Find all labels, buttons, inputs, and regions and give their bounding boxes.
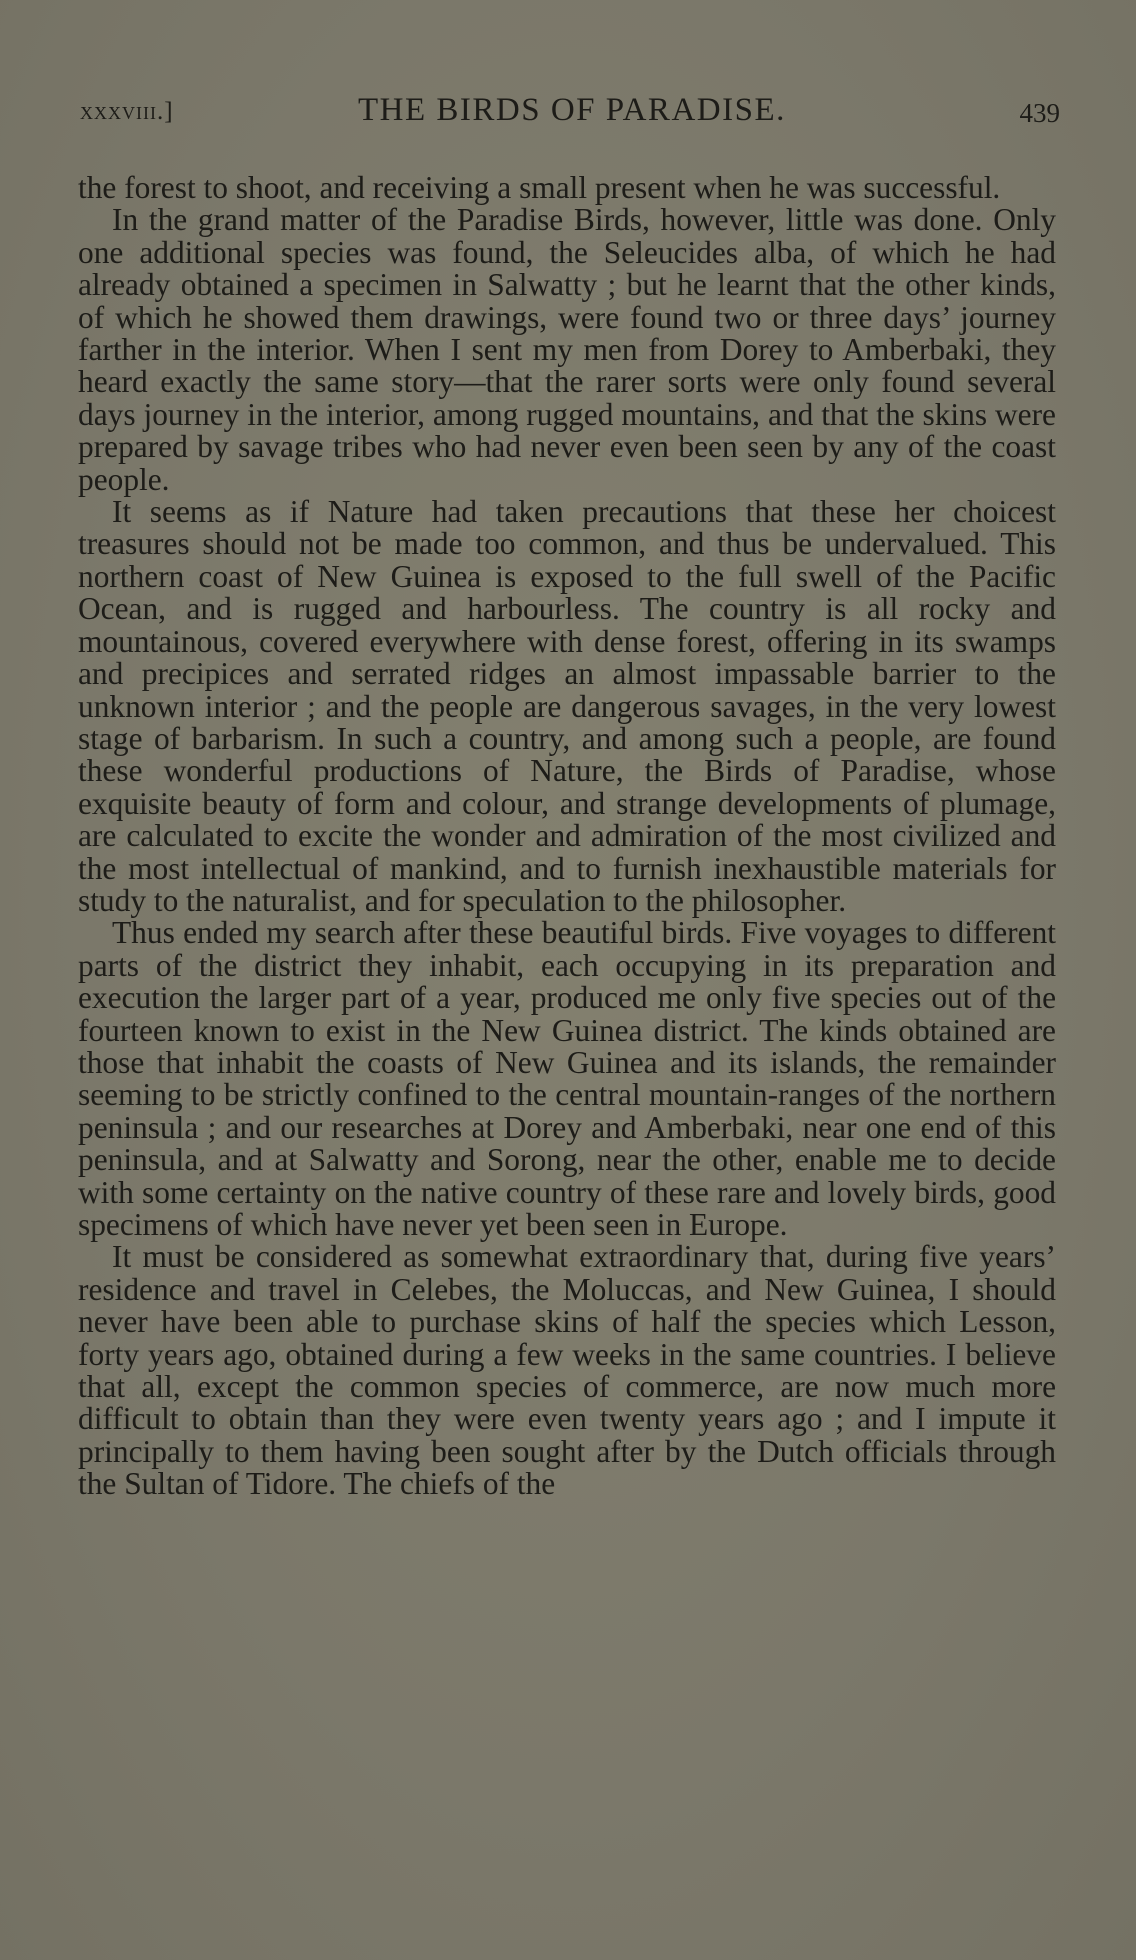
page-number: 439 [1019,98,1060,128]
paragraph: It must be considered as somewhat extraordinary that, during five years’ residence and travel in Celebes, the Moluccas, and New Guinea, I should never have been able to purchase skins of half the species which Lesson, forty years ago, obtained during a few weeks in the same countries. I believe that all, except the common species of commerce, are now much more difficult to obtain than they were even twenty years ago ; and I impute it principally to them having been sought after by the Dutch officials through the Sultan of Tidore. The chiefs of the [78,1239,1056,1502]
paragraph: It seems as if Nature had taken precautions that these her choicest treasures should not be made too common, and thus be undervalued. This northern coast of New Guinea is exposed to the full swell of the Pacific Ocean, and is rugged and harbourless. The country is all rocky and mountainous, covered everywhere with dense forest, offering in its swamps and precipices and serrated ridges an almost impassable barrier to the unknown interior ; and the people are dangerous savages, in the very lowest stage of barbarism. In such a country, and among such a people, are found these wonderful productions of Nature, the Birds of Paradise, whose exquisite beauty of form and colour, and strange developments of plumage, are calculated to excite the wonder and admiration of the most civilized and the most intellectual of mankind, and to furnish inexhaustible materials for study to the naturalist, and for speculation to the philosopher. [78,494,1056,918]
body-text [78,172,1056,1501]
paragraph: In the grand matter of the Paradise Birds, however, little was done. Only one additional species was found, the Seleucides alba, of which he had already obtained a specimen in Salwatty ; but he learnt that the other kinds, of which he showed them drawings, were found two or three days’ journey farther in the interior. When I sent my men from Dorey to Amberbaki, they heard exactly the same story—that the rarer sorts were only found several days journey in the interior, among rugged mountains, and that the skins were prepared by savage tribes who had never even been seen by any of the coast people. [78,202,1056,497]
running-title: THE BIRDS OF PARADISE. [358,92,786,128]
running-header [80,92,1060,132]
paragraph: Thus ended my search after these beautiful birds. Five voyages to different parts of the district they inhabit, each occupying in its preparation and execution the larger part of a year, produced me only five species out of the fourteen known to exist in the New Guinea district. The kinds obtained are those that inhabit the coasts of New Guinea and its islands, the remainder seeming to be strictly confined to the central mountain-ranges of the northern peninsula ; and our researches at Dorey and Amberbaki, near one end of this peninsula, and at Salwatty and Sorong, near the other, enable me to decide with some certainty on the native country of these rare and lovely birds, good specimens of which have never yet been seen in Europe. [78,915,1056,1242]
chapter-number: xxxviii.] [80,98,174,125]
paragraph-continued: the forest to shoot, and receiving a small present when he was successful. [78,170,1001,205]
